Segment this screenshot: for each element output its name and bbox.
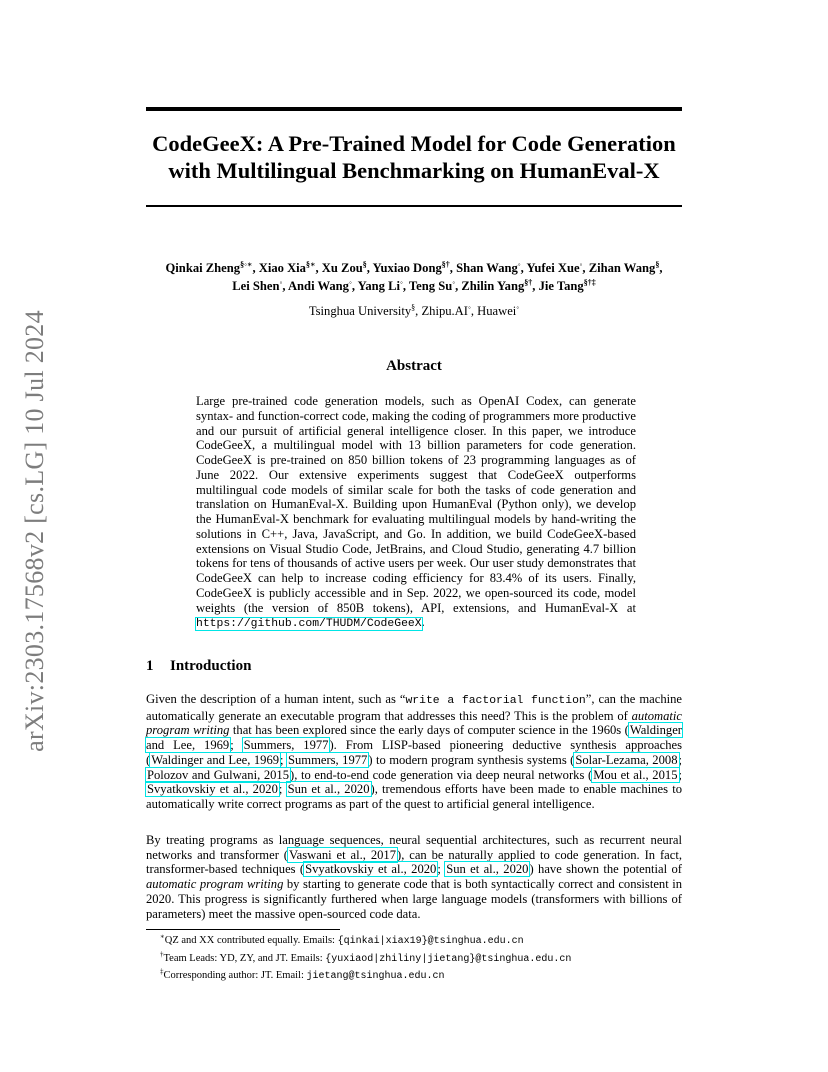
footnote-2 xyxy=(146,951,682,969)
intro-paragraph-1 xyxy=(146,692,682,812)
citation-link[interactable]: Polozov and Gulwani, 2015 xyxy=(147,767,290,782)
emphasis: automatic program writing xyxy=(146,877,284,892)
text-run: ; xyxy=(230,738,243,753)
footnote-mark: ∗ xyxy=(160,932,165,941)
citation-link[interactable]: Summers, 1977 xyxy=(243,738,329,753)
authors-line-2: Lei Shen◦, Andi Wang◦, Yang Li◦, Teng Su◦, Zhilin Yang§†, Jie Tang§†‡ xyxy=(232,277,596,293)
footnote-text: Team Leads: YD, ZY, and JT. Emails: xyxy=(163,952,326,964)
affiliations: Tsinghua University§, Zhipu.AI◦, Huawei◦ xyxy=(308,302,520,318)
section-title: Introduction xyxy=(170,658,252,674)
citation-link[interactable]: Mou et al., 2015 xyxy=(593,767,678,782)
citation-link[interactable]: Sun et al., 2020 xyxy=(287,782,370,797)
text-run: ) have shown the potential of xyxy=(529,862,682,877)
github-link[interactable]: https://github.com/THUDM/CodeGeeX xyxy=(196,618,422,631)
text-run: ), tremendous efforts have been made to enable machines to automatically write correct programs as part of the quest to artificial general intelligence. xyxy=(146,782,682,811)
title-line-1: CodeGeeX: A Pre-Trained Model for Code Generation xyxy=(152,131,676,156)
citation-link[interactable]: Summers, 1977 xyxy=(287,752,368,767)
title-line-2: with Multilingual Benchmarking on HumanEval-X xyxy=(168,158,660,183)
text-run: ). From LISP-based pioneering deductive synthesis approaches ( xyxy=(146,738,682,767)
footnote-text: Corresponding author: JT. Email: xyxy=(163,970,307,981)
text-run: by starting to generate code that is both syntactically correct and consistent in 2020. This progress is significantly furthered when large language models (transformers with billions of parameters) meet the massive open-sourced code data. xyxy=(146,877,682,921)
text-run: ; xyxy=(278,782,287,797)
author-list xyxy=(150,259,678,295)
text-run: ), to end-to-end code generation via deep neural networks ( xyxy=(290,767,593,782)
citation-link[interactable]: Svyatkovskiy et al., 2020 xyxy=(305,862,437,877)
text-run: Given the description of a human intent, such as “ xyxy=(146,692,406,706)
footnote-email: {qinkai|xiax19}@tsinghua.edu.cn xyxy=(337,936,524,947)
arxiv-stamp-text: arXiv:2303.17568v2 [cs.LG] 10 Jul 2024 xyxy=(20,310,49,752)
text-run: ; xyxy=(280,752,287,767)
title-bottom-rule xyxy=(146,205,682,207)
citation-link[interactable]: Svyatkovskiy et al., 2020 xyxy=(147,782,278,797)
text-run: ”, can the machine automatically generate an executable program that addresses this need? This is the problem of xyxy=(146,692,683,723)
footnotes xyxy=(146,933,682,986)
title-top-rule xyxy=(146,107,682,111)
footnote-mark: † xyxy=(160,950,164,958)
footnote-text: QZ and XX contributed equally. Emails: xyxy=(164,935,338,946)
inline-code: write a factorial function xyxy=(405,695,586,707)
section-heading-introduction xyxy=(146,658,682,675)
intro-paragraph-2 xyxy=(146,833,682,921)
footnote-3 xyxy=(146,968,682,986)
section-number: 1 xyxy=(146,658,154,674)
text-run: ; xyxy=(437,862,446,877)
abstract-text: Large pre-trained code generation models, such as OpenAI Codex, can generate syntax- and function-correct code, making the coding of programmers more productive and our pursuit of artificial general intelligence closer. In this paper, we introduce CodeGeeX, a multilingual model with 13 billion parameters for code generation. CodeGeeX is pre-trained on 850 billion tokens of 23 programming languages as of June 2022. Our extensive experiments suggest that CodeGeeX outperforms multilingual code models of similar scale for both the tasks of code generation and translation on HumanEval-X. Building upon HumanEval (Python only), we develop the HumanEval-X benchmark for evaluating multilingual models by hand-writing the solutions in C++, Java, JavaScript, and Go. In addition, we build CodeGeeX-based extensions on Visual Studio Code, JetBrains, and Cloud Studio, generating 4.7 billion tokens for tens of thousands of active users per week. Our user study demonstrates that CodeGeeX can help to increase coding efficiency for 83.4% of its users. Finally, CodeGeeX is publicly accessible and in Sep. 2022, we open-sourced its code, model weights (the version of 850B tokens), API, extensions, and HumanEval-X at xyxy=(196,394,636,615)
footnote-email: jietang@tsinghua.edu.cn xyxy=(306,971,445,982)
citation-link[interactable]: Vaswani et al., 2017 xyxy=(288,847,397,862)
footnote-email: {yuxiaod|zhiliny|jietang}@tsinghua.edu.cn xyxy=(325,953,572,965)
footnote-1 xyxy=(146,933,682,951)
text-run: that has been explored since the early days of computer science in the 1960s ( xyxy=(229,723,629,738)
citation-link[interactable]: Solar-Lezama, 2008 xyxy=(575,752,678,767)
citation-link[interactable]: Sun et al., 2020 xyxy=(446,862,529,877)
footnote-rule xyxy=(146,929,340,930)
arxiv-identifier-stamp xyxy=(14,296,56,766)
text-run: By treating programs as language sequences, neural sequential architectures, such as recurrent neural networks and transformer ( xyxy=(146,833,682,862)
emphasis: automatic program writing xyxy=(146,708,682,738)
text-run: ; xyxy=(678,767,682,782)
abstract-heading: Abstract xyxy=(386,358,442,374)
citation-link[interactable]: Waldinger and Lee, 1969 xyxy=(146,723,682,753)
authors-line-1: Qinkai Zheng§◦∗, Xiao Xia§∗, Xu Zou§, Yuxiao Dong§†, Shan Wang◦, Yufei Xue◦, Zihan Wang§, xyxy=(165,259,663,275)
text-run: ; xyxy=(678,752,682,767)
text-run: ) to modern program synthesis systems ( xyxy=(368,752,575,767)
text-run: ), can be naturally applied to code generation. In fact, transformer-based techniques ( xyxy=(146,847,682,877)
paper-title xyxy=(146,130,682,184)
abstract-body: Large pre-trained code generation models, such as OpenAI Codex, can generate syntax- and function-correct code, making the coding of programmers more productive and our pursuit of artificial general intelligence closer. In this paper, we introduce CodeGeeX, a multilingual model with 13 billion parameters for code generation. CodeGeeX is pre-trained on 850 billion tokens of 23 programming languages as of June 2022. Our extensive experiments suggest that CodeGeeX outperforms multilingual code models of similar scale for both the tasks of code generation and translation on HumanEval-X. Building upon HumanEval (Python only), we develop the HumanEval-X benchmark for evaluating multilingual models by hand-writing the solutions in C++, Java, JavaScript, and Go. In addition, we build CodeGeeX-based extensions on Visual Studio Code, JetBrains, and Cloud Studio, generating 4.7 billion tokens for tens of thousands of active users per week. Our user study demonstrates that CodeGeeX can help to increase coding efficiency for 83.4% of its users. Finally, CodeGeeX is publicly accessible and in Sep. 2022, we open-sourced its code, model weights (the version of 850B tokens), API, extensions, and HumanEval-X at https://github.com/THUDM/CodeGeeX. xyxy=(196,394,636,631)
citation-link[interactable]: Waldinger and Lee, 1969 xyxy=(151,752,280,767)
footnote-mark: ‡ xyxy=(160,967,164,976)
